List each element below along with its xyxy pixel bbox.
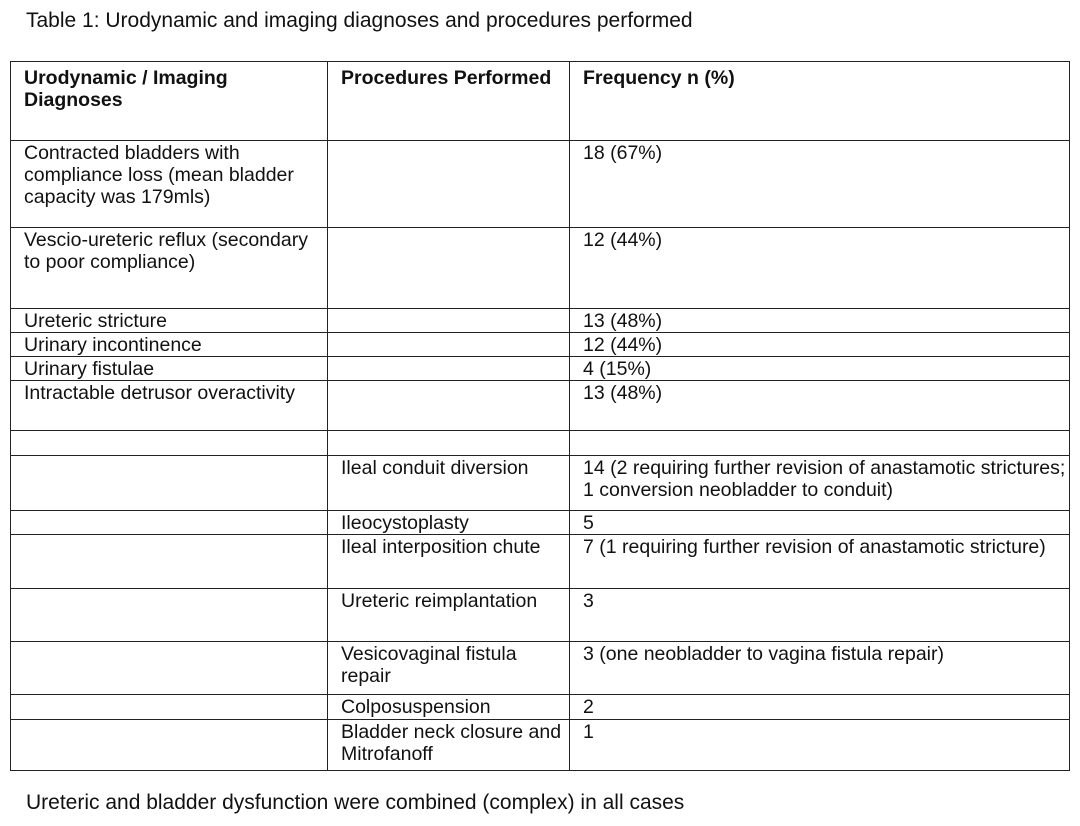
diagnosis-cell [11,642,328,695]
frequency-cell: 13 (48%) [570,381,1070,431]
table-row [11,695,1070,720]
procedure-cell: Bladder neck closure and Mitrofanoff [328,720,570,771]
table-row [11,511,1070,535]
diagnosis-cell: Ureteric stricture [11,309,328,333]
table-row [11,357,1070,381]
procedure-cell: Colposuspension [328,695,570,720]
procedure-cell [328,228,570,309]
diagnosis-cell [11,431,328,456]
frequency-cell [570,431,1070,456]
diagnosis-cell [11,695,328,720]
table-row [11,720,1070,771]
frequency-cell: 12 (44%) [570,333,1070,357]
frequency-cell: 3 (one neobladder to vagina fistula repair) [570,642,1070,695]
diagnosis-cell [11,456,328,511]
diagnosis-cell: Urinary fistulae [11,357,328,381]
diagnosis-cell: Contracted bladders with compliance loss (mean bladder capacity was 179mls) [11,141,328,228]
table-caption: Table 1: Urodynamic and imaging diagnoses and procedures performed [26,9,693,32]
table-header-row [11,62,1070,141]
frequency-cell: 2 [570,695,1070,720]
procedure-cell: Ureteric reimplantation [328,589,570,642]
diagnosis-cell: Vescio-ureteric reflux (secondary to poor compliance) [11,228,328,309]
table-row [11,456,1070,511]
table-row [11,589,1070,642]
procedure-cell [328,309,570,333]
procedure-cell [328,381,570,431]
table-row [11,381,1070,431]
frequency-cell: 7 (1 requiring further revision of anastamotic stricture) [570,535,1070,589]
procedure-cell [328,333,570,357]
frequency-cell: 14 (2 requiring further revision of anastamotic strictures; 1 conversion neobladder to conduit) [570,456,1070,511]
procedure-cell: Vesicovaginal fistula repair [328,642,570,695]
procedure-cell: Ileal conduit diversion [328,456,570,511]
frequency-cell: 4 (15%) [570,357,1070,381]
table-row [11,642,1070,695]
table-row [11,309,1070,333]
frequency-cell: 13 (48%) [570,309,1070,333]
diagnosis-cell [11,511,328,535]
procedure-cell: Ileal interposition chute [328,535,570,589]
header-frequency: Frequency n (%) [570,62,1070,141]
diagnosis-cell [11,720,328,771]
table-row [11,228,1070,309]
header-diagnoses: Urodynamic / Imaging Diagnoses [11,62,328,141]
table-row-empty [11,431,1070,456]
frequency-cell: 1 [570,720,1070,771]
diagnosis-cell [11,535,328,589]
header-procedures: Procedures Performed [328,62,570,141]
frequency-cell: 12 (44%) [570,228,1070,309]
diagnoses-procedures-table [10,61,1070,771]
diagnosis-cell: Urinary incontinence [11,333,328,357]
frequency-cell: 3 [570,589,1070,642]
procedure-cell [328,431,570,456]
table-row [11,535,1070,589]
diagnosis-cell [11,589,328,642]
frequency-cell: 5 [570,511,1070,535]
table-footnote: Ureteric and bladder dysfunction were combined (complex) in all cases [26,791,685,814]
table-row [11,141,1070,228]
diagnosis-cell: Intractable detrusor overactivity [11,381,328,431]
procedure-cell: Ileocystoplasty [328,511,570,535]
table-row [11,333,1070,357]
procedure-cell [328,141,570,228]
frequency-cell: 18 (67%) [570,141,1070,228]
procedure-cell [328,357,570,381]
